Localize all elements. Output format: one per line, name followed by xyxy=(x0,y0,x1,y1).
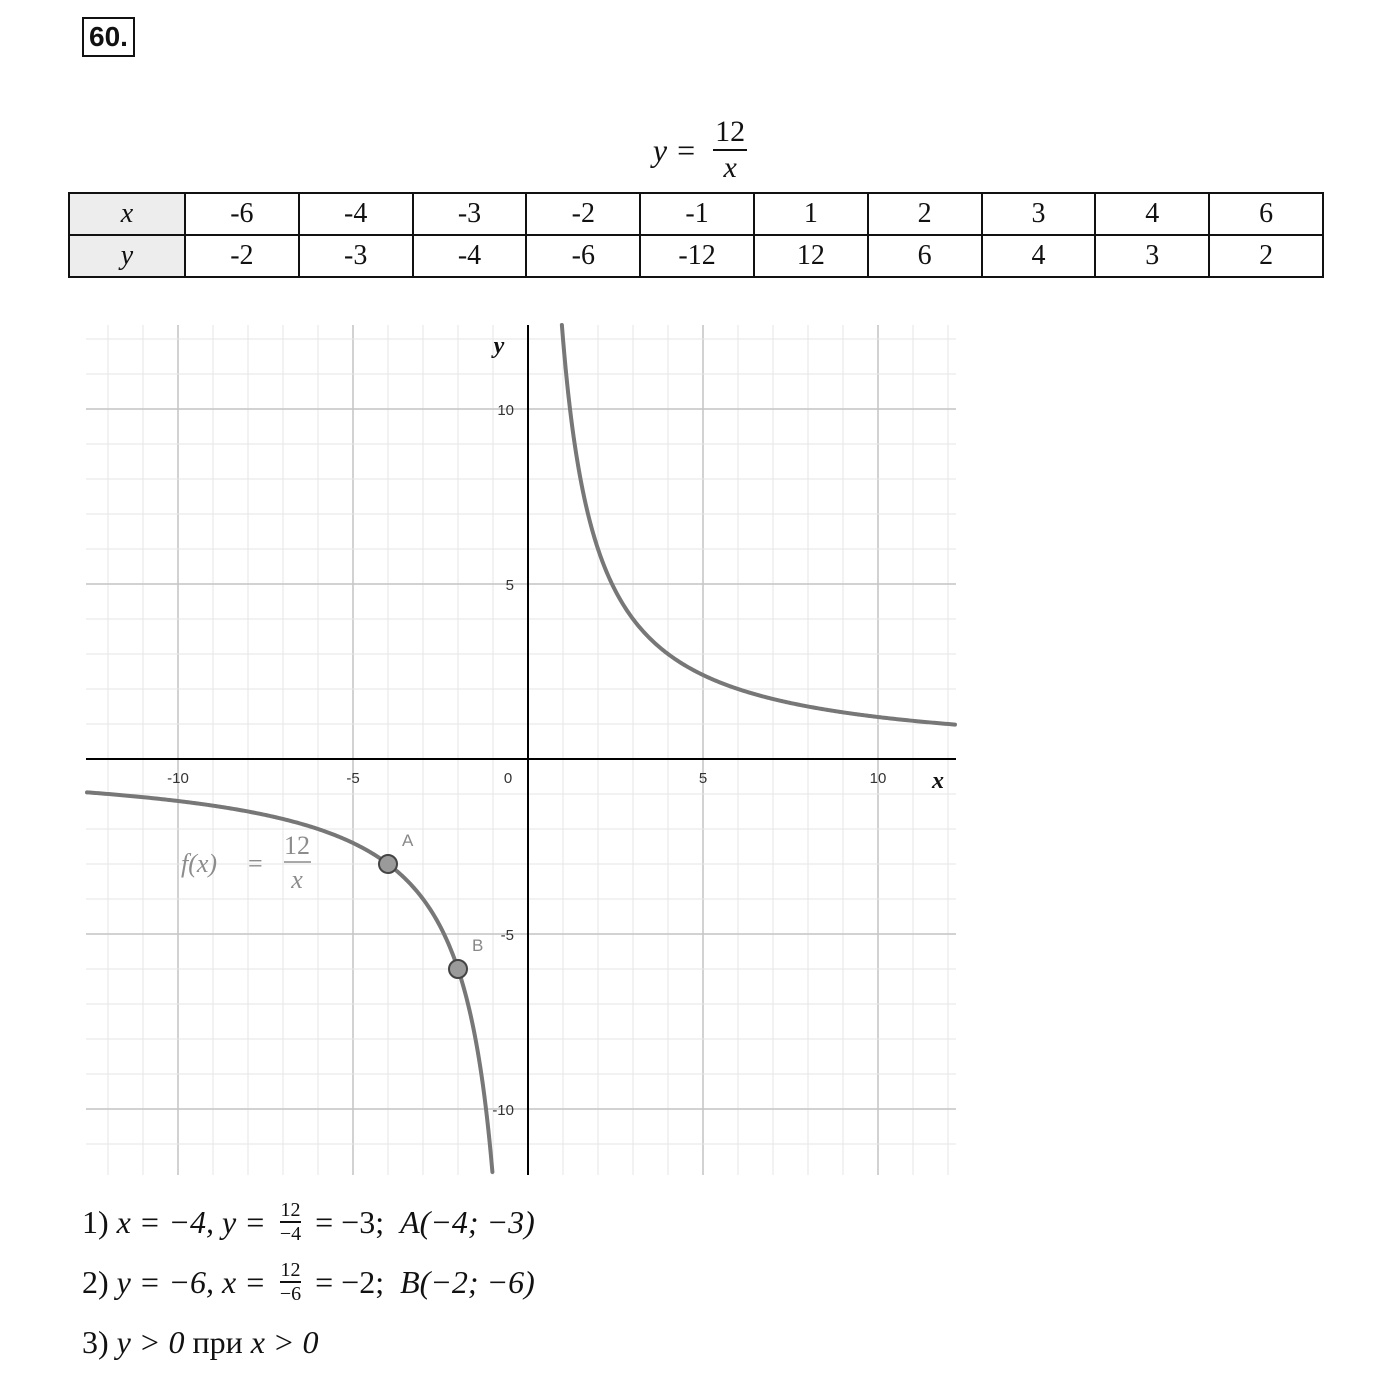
solution-result: = −2; xyxy=(307,1264,401,1300)
solution-fraction xyxy=(280,1259,301,1305)
table-cell: -6 xyxy=(185,193,299,235)
curve-label-lhs: f(x) xyxy=(181,849,218,878)
table-header-y: y xyxy=(69,235,185,277)
solution-denominator: −4 xyxy=(279,1222,302,1245)
x-tick-label: 5 xyxy=(698,770,708,787)
curve-branch-positive xyxy=(562,325,955,725)
x-tick-label: -10 xyxy=(167,770,189,787)
table-header-x: x xyxy=(69,193,185,235)
table-cell: 2 xyxy=(868,193,982,235)
problem-number: 60. xyxy=(82,17,135,57)
solution-prefix: 1) xyxy=(82,1204,117,1240)
formula-equals: = xyxy=(677,131,696,168)
y-axis-label: y xyxy=(493,333,505,359)
solution-line-1 xyxy=(82,1192,535,1252)
solution-condition: y > 0 xyxy=(116,1324,185,1360)
solution-expression: y = −6, x = xyxy=(116,1264,274,1300)
solution-expression: x = −4, y = xyxy=(116,1204,274,1240)
solution-denominator: −6 xyxy=(279,1282,302,1305)
table-cell: 6 xyxy=(1209,193,1323,235)
solution-result: = −3; xyxy=(307,1204,401,1240)
solution-point: B(−2; −6) xyxy=(400,1264,535,1300)
solution-line-2 xyxy=(82,1252,535,1312)
x-tick-label: 0 xyxy=(503,770,513,787)
table-cell: -4 xyxy=(413,235,527,277)
table-cell: 12 xyxy=(754,235,868,277)
solution-prefix: 3) xyxy=(82,1324,117,1360)
curve-label-denominator: x xyxy=(291,865,303,894)
solution-line-3 xyxy=(82,1312,535,1372)
table-cell: -1 xyxy=(640,193,754,235)
point-b xyxy=(449,960,467,978)
y-tick-label: 10 xyxy=(497,402,514,419)
table-cell: 2 xyxy=(1209,235,1323,277)
solution-fraction xyxy=(280,1199,301,1245)
table-cell: 6 xyxy=(868,235,982,277)
table-cell: -2 xyxy=(185,235,299,277)
solution-numerator: 12 xyxy=(280,1199,301,1222)
formula-lhs: y xyxy=(652,131,668,168)
solution-point: A(−4; −3) xyxy=(400,1204,535,1240)
formula-denominator: x xyxy=(723,151,737,184)
table-cell: -3 xyxy=(413,193,527,235)
y-tick-label: -5 xyxy=(500,927,514,944)
table-cell: 3 xyxy=(1095,235,1209,277)
solution-word: при xyxy=(184,1324,251,1360)
table-cell: -6 xyxy=(526,235,640,277)
x-axis-label: x xyxy=(932,768,944,794)
table-cell: 4 xyxy=(1095,193,1209,235)
table-cell: -4 xyxy=(299,193,413,235)
y-tick-label: 5 xyxy=(505,577,514,594)
table-cell: -3 xyxy=(299,235,413,277)
curve-label-numerator: 12 xyxy=(284,831,310,860)
solutions xyxy=(82,1192,535,1372)
table-cell: -12 xyxy=(640,235,754,277)
table-cell: -2 xyxy=(526,193,640,235)
solution-numerator: 12 xyxy=(280,1259,301,1282)
table-cell: 3 xyxy=(982,193,1096,235)
curve-label-equals: = xyxy=(248,849,263,878)
table-cell: 1 xyxy=(754,193,868,235)
table-cell: 4 xyxy=(982,235,1096,277)
x-tick-label: -5 xyxy=(346,770,360,787)
y-tick-label: -10 xyxy=(492,1102,514,1119)
formula-numerator: 12 xyxy=(715,115,746,148)
point-a xyxy=(379,855,397,873)
point-label-a: A xyxy=(402,831,414,850)
solution-prefix: 2) xyxy=(82,1264,117,1300)
x-tick-label: 10 xyxy=(869,770,887,787)
point-label-b: B xyxy=(472,936,484,955)
solution-condition: x > 0 xyxy=(250,1324,319,1360)
